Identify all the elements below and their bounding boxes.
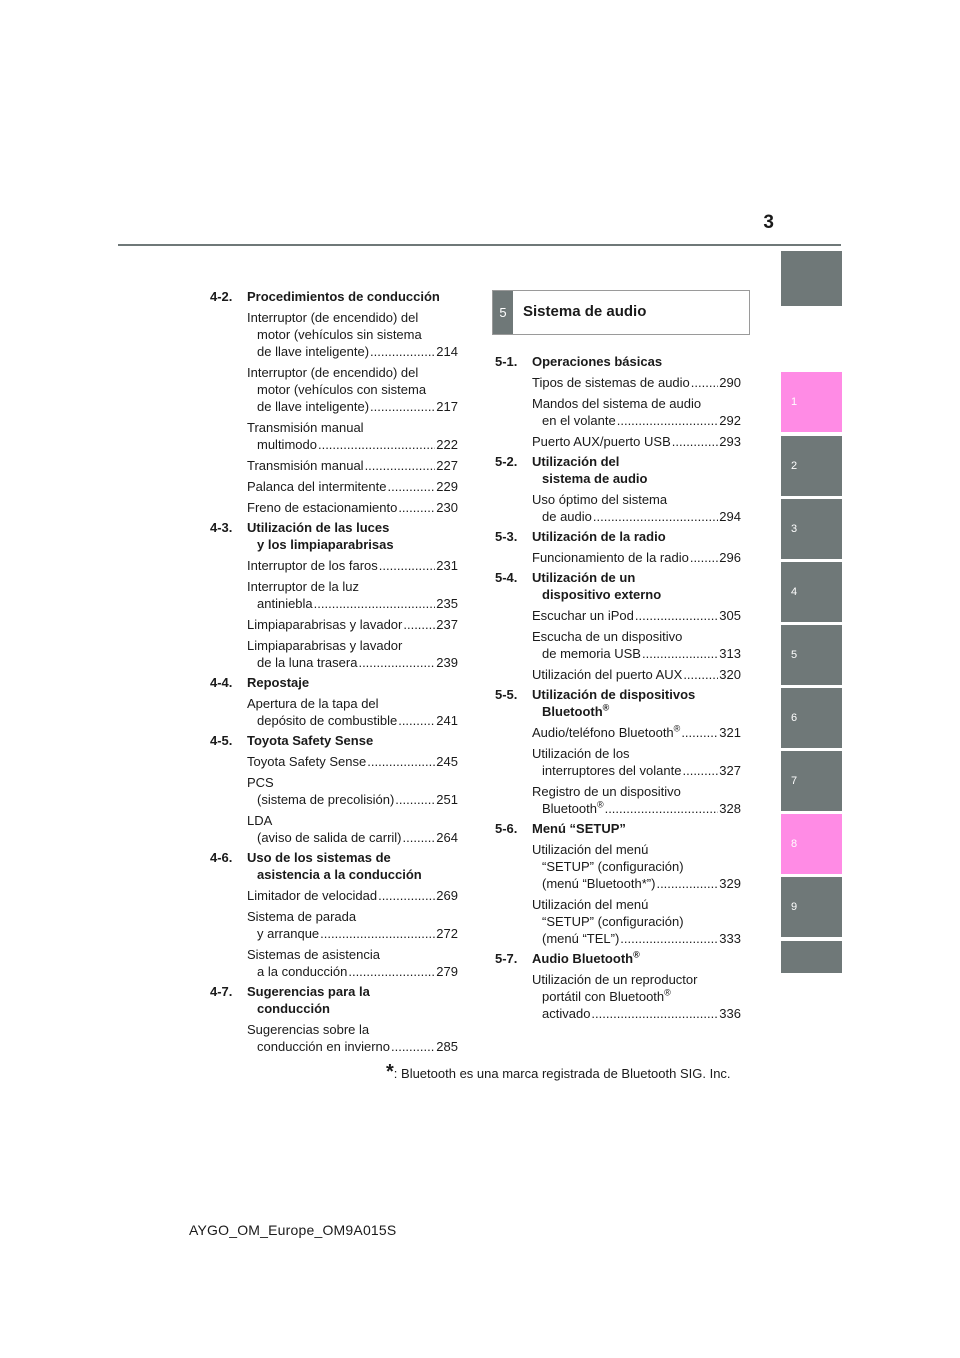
chapter-tab-label: 4 <box>791 586 798 598</box>
toc-section <box>495 569 741 683</box>
toc-entry-text: de llave inteligente) <box>257 399 370 414</box>
page-ref: 320 <box>719 667 741 682</box>
page-ref: 279 <box>436 964 458 979</box>
toc-entry-text: (menú “TEL”) <box>542 931 620 946</box>
toc-entry-line: PCS <box>247 775 274 790</box>
toc-entry-line <box>247 791 458 808</box>
toc-entry[interactable] <box>247 774 458 808</box>
toc-entry-text: (aviso de salida de carril) <box>257 830 402 845</box>
section-title-line: asistencia a la conducción <box>257 867 422 882</box>
toc-entry[interactable] <box>247 1021 458 1055</box>
chapter-tab-label: 2 <box>791 460 798 472</box>
toc-entry[interactable] <box>532 896 741 947</box>
toc-entry[interactable] <box>247 364 458 415</box>
page-ref: 296 <box>719 550 741 565</box>
toc-left-column <box>210 288 458 1058</box>
toc-entry-line: Utilización de un reproductor <box>532 972 698 987</box>
toc-entry-line <box>247 616 458 633</box>
toc-entry-line <box>247 436 458 453</box>
toc-entry-text: interruptores del volante <box>542 763 682 778</box>
toc-entry[interactable] <box>532 374 741 391</box>
section-title <box>247 849 458 883</box>
toc-entry-line <box>247 712 458 729</box>
toc-entry-text: (menú “Bluetooth*”) <box>542 876 656 891</box>
toc-entry-line: Interruptor de la luz <box>247 579 360 594</box>
chapter-number: 5 <box>493 291 513 334</box>
toc-entry-text: (sistema de precolisión) <box>257 792 395 807</box>
dot-leader <box>605 800 719 817</box>
toc-entry-line <box>532 607 741 624</box>
dot-leader <box>367 753 435 770</box>
section-title <box>247 732 458 749</box>
toc-entry-line: Interruptor (de encendido) del <box>247 310 419 325</box>
page-ref: 329 <box>719 876 741 891</box>
chapter-title: Sistema de audio <box>523 303 647 320</box>
toc-entry-line: Mandos del sistema de audio <box>532 396 702 411</box>
toc-entry[interactable] <box>532 783 741 817</box>
section-title <box>532 820 741 837</box>
toc-entry-line <box>532 666 741 683</box>
chapter-tab-1[interactable] <box>781 372 842 432</box>
toc-entry-line <box>247 398 458 415</box>
dot-leader <box>379 557 436 574</box>
page-ref: 245 <box>436 754 458 769</box>
toc-entry[interactable] <box>247 695 458 729</box>
toc-entry-text: multimodo <box>257 437 317 452</box>
toc-entry-text: depósito de combustible <box>257 713 398 728</box>
section-title-line: Utilización de dispositivos <box>532 687 696 702</box>
dot-leader <box>398 712 435 729</box>
dot-leader <box>370 398 435 415</box>
section-number: 4-3. <box>210 520 233 535</box>
section-title-line: Sugerencias para la <box>247 984 370 999</box>
chapter-tab[interactable] <box>781 251 842 306</box>
dot-leader <box>348 963 435 980</box>
dot-leader <box>683 666 718 683</box>
toc-entry[interactable] <box>247 478 458 495</box>
page-ref: 237 <box>436 617 458 632</box>
section-title-line: dispositivo externo <box>542 587 662 602</box>
section-title-line: Repostaje <box>247 675 310 690</box>
toc-section <box>495 950 741 1022</box>
toc-entry-line <box>247 478 458 495</box>
dot-leader <box>314 595 436 612</box>
toc-entry-line: Escucha de un dispositivo <box>532 629 683 644</box>
page-ref: 231 <box>436 558 458 573</box>
toc-entry-text: Puerto AUX/puerto USB <box>532 434 671 449</box>
chapter-tab-label: 7 <box>791 775 798 787</box>
section-number: 5-7. <box>495 951 518 966</box>
chapter-tab-7[interactable] <box>781 751 842 811</box>
section-title-line: Audio Bluetooth® <box>532 949 640 966</box>
toc-entry-line <box>247 595 458 612</box>
section-title <box>247 519 458 553</box>
toc-entry-line <box>247 829 458 846</box>
page-ref: 305 <box>719 608 741 623</box>
toc-section <box>495 528 741 566</box>
toc-entry-line: Limpiaparabrisas y lavador <box>247 638 403 653</box>
toc-entry-line <box>247 1038 458 1055</box>
section-title <box>247 674 458 691</box>
toc-entry-text: Limpiaparabrisas y lavador <box>247 617 403 632</box>
section-title-line: Utilización del <box>532 454 620 469</box>
toc-entry[interactable] <box>532 607 741 624</box>
footnote-text: : Bluetooth es una marca registrada de Bluetooth SIG. Inc. <box>393 1066 731 1081</box>
page-ref: 239 <box>436 655 458 670</box>
toc-entry[interactable] <box>247 812 458 846</box>
section-title-line: conducción <box>257 1001 330 1016</box>
toc-section <box>495 353 741 450</box>
section-title-line: Bluetooth® <box>542 702 610 719</box>
chapter-tab[interactable] <box>781 941 842 973</box>
toc-section <box>210 288 458 516</box>
page-ref: 264 <box>436 830 458 845</box>
toc-entry[interactable] <box>532 628 741 662</box>
toc-entry-text: conducción en invierno <box>257 1039 390 1054</box>
toc-entry-text: a la conducción <box>257 964 348 979</box>
section-number: 5-5. <box>495 687 518 702</box>
toc-entry[interactable] <box>247 557 458 574</box>
dot-leader <box>656 875 718 892</box>
dot-leader <box>635 607 718 624</box>
dot-leader <box>320 925 435 942</box>
page-ref: 328 <box>719 801 741 816</box>
page-ref: 333 <box>719 931 741 946</box>
section-title <box>532 528 741 545</box>
toc-entry-line <box>532 549 741 566</box>
chapter-header <box>492 290 750 335</box>
section-title <box>532 950 741 967</box>
toc-entry[interactable] <box>532 666 741 683</box>
toc-entry-text: Limitador de velocidad <box>247 888 378 903</box>
page-ref: 241 <box>436 713 458 728</box>
dot-leader <box>403 616 435 633</box>
section-number: 5-3. <box>495 529 518 544</box>
toc-entry[interactable] <box>247 578 458 612</box>
chapter-tab-9[interactable] <box>781 877 842 937</box>
page-ref: 321 <box>719 725 741 740</box>
toc-entry-text: activado <box>542 1006 591 1021</box>
page-ref: 272 <box>436 926 458 941</box>
chapter-tab-label: 3 <box>791 523 798 535</box>
toc-entry-line: Sistema de parada <box>247 909 357 924</box>
page-ref: 229 <box>436 479 458 494</box>
toc-entry-text: Bluetooth® <box>542 799 604 816</box>
section-title <box>532 569 741 603</box>
chapter-tab-label: 9 <box>791 901 798 913</box>
toc-entry-line <box>247 499 458 516</box>
section-title-line: sistema de audio <box>542 471 648 486</box>
page-ref: 235 <box>436 596 458 611</box>
toc-section <box>210 519 458 671</box>
toc-entry[interactable] <box>532 971 741 1022</box>
toc-entry[interactable] <box>247 499 458 516</box>
toc-entry[interactable] <box>247 419 458 453</box>
section-title-line: Operaciones básicas <box>532 354 663 369</box>
toc-entry[interactable] <box>247 309 458 360</box>
toc-entry-line <box>532 762 741 779</box>
section-title <box>247 288 458 305</box>
toc-entry-text: en el volante <box>542 413 616 428</box>
section-title-line: Uso de los sistemas de <box>247 850 391 865</box>
section-title <box>532 453 741 487</box>
toc-entry-line: motor (vehículos con sistema <box>257 382 427 397</box>
dot-leader <box>378 887 435 904</box>
dot-leader <box>681 724 718 741</box>
dot-leader <box>672 433 719 450</box>
dot-leader <box>391 1038 435 1055</box>
section-number: 4-7. <box>210 984 233 999</box>
toc-entry-line <box>532 930 741 947</box>
page-ref: 313 <box>719 646 741 661</box>
section-title-line: y los limpiaparabrisas <box>257 537 394 552</box>
toc-section <box>210 849 458 980</box>
toc-entry-text: de memoria USB <box>542 646 641 661</box>
page-ref: 214 <box>436 344 458 359</box>
toc-entry-line: “SETUP” (configuración) <box>542 914 684 929</box>
page-ref: 290 <box>719 375 741 390</box>
dot-leader <box>358 654 435 671</box>
toc-entry-text: antiniebla <box>257 596 313 611</box>
footnote-mark: * <box>386 1061 394 1083</box>
toc-entry[interactable] <box>247 457 458 474</box>
chapter-tab-5[interactable] <box>781 625 842 685</box>
section-number: 4-6. <box>210 850 233 865</box>
chapter-tab-6[interactable] <box>781 688 842 748</box>
section-title <box>247 983 458 1017</box>
toc-entry-line: “SETUP” (configuración) <box>542 859 684 874</box>
toc-entry-text: Escuchar un iPod <box>532 608 634 623</box>
toc-section <box>210 732 458 846</box>
toc-entry-text: de llave inteligente) <box>257 344 370 359</box>
toc-entry-line <box>532 800 741 817</box>
toc-entry[interactable] <box>532 745 741 779</box>
section-number: 5-1. <box>495 354 518 369</box>
toc-entry-text: Interruptor de los faros <box>247 558 378 573</box>
toc-entry[interactable] <box>532 549 741 566</box>
dot-leader <box>642 645 718 662</box>
toc-entry-line <box>247 457 458 474</box>
page-ref: 251 <box>436 792 458 807</box>
toc-entry-line <box>532 412 741 429</box>
toc-entry-line <box>247 963 458 980</box>
toc-entry-line: Utilización del menú <box>532 897 649 912</box>
page-ref: 294 <box>719 509 741 524</box>
dot-leader <box>690 549 718 566</box>
section-number: 4-2. <box>210 289 233 304</box>
chapter-tab-label: 8 <box>791 838 798 850</box>
section-number: 5-4. <box>495 570 518 585</box>
dot-leader <box>398 499 435 516</box>
section-number: 4-4. <box>210 675 233 690</box>
chapter-tab-label: 5 <box>791 649 798 661</box>
toc-entry-line: Utilización del menú <box>532 842 649 857</box>
dot-leader <box>620 930 718 947</box>
toc-entry-text: de audio <box>542 509 592 524</box>
toc-entry-line: Interruptor (de encendido) del <box>247 365 419 380</box>
toc-entry-line <box>532 374 741 391</box>
toc-entry-line: Sugerencias sobre la <box>247 1022 370 1037</box>
toc-entry-line <box>247 925 458 942</box>
toc-entry-line <box>247 753 458 770</box>
section-title <box>532 353 741 370</box>
toc-section <box>210 983 458 1055</box>
dot-leader <box>318 436 435 453</box>
toc-entry[interactable] <box>532 491 741 525</box>
toc-right-column <box>495 353 741 1025</box>
section-title-line: Utilización de las luces <box>247 520 390 535</box>
page-ref: 336 <box>719 1006 741 1021</box>
chapter-tab-3[interactable] <box>781 499 842 559</box>
section-number: 5-2. <box>495 454 518 469</box>
toc-entry[interactable] <box>247 908 458 942</box>
section-number: 5-6. <box>495 821 518 836</box>
page-ref: 222 <box>436 437 458 452</box>
section-title <box>532 686 741 720</box>
page-ref: 269 <box>436 888 458 903</box>
toc-entry[interactable] <box>247 946 458 980</box>
dot-leader <box>691 374 719 391</box>
chapter-tab-label: 6 <box>791 712 798 724</box>
toc-entry-line <box>532 724 741 741</box>
toc-entry-line: Sistemas de asistencia <box>247 947 380 962</box>
toc-entry[interactable] <box>532 433 741 450</box>
toc-entry-line: motor (vehículos sin sistema <box>257 327 422 342</box>
dot-leader <box>370 343 435 360</box>
toc-entry-line: Apertura de la tapa del <box>247 696 379 711</box>
page-ref: 292 <box>719 413 741 428</box>
toc-entry-text: de la luna trasera <box>257 655 358 670</box>
toc-entry[interactable] <box>247 637 458 671</box>
chapter-tab-8[interactable] <box>781 814 842 874</box>
toc-entry-text: Audio/teléfono Bluetooth® <box>532 723 681 740</box>
page-ref: 327 <box>719 763 741 778</box>
toc-entry-line: Transmisión manual <box>247 420 364 435</box>
toc-entry-line <box>247 887 458 904</box>
toc-entry-line <box>247 557 458 574</box>
toc-entry[interactable] <box>247 753 458 770</box>
toc-entry[interactable] <box>532 724 741 741</box>
toc-entry-text: Funcionamiento de la radio <box>532 550 689 565</box>
toc-entry-line: Registro de un dispositivo <box>532 784 681 799</box>
page-ref: 285 <box>436 1039 458 1054</box>
toc-entry-line: Uso óptimo del sistema <box>532 492 668 507</box>
toc-entry-line <box>532 875 741 892</box>
header-rule <box>118 244 841 246</box>
page-number: 3 <box>763 212 774 233</box>
toc-entry-line: LDA <box>247 813 273 828</box>
toc-entry-text: Toyota Safety Sense <box>247 754 367 769</box>
section-title-line: Menú “SETUP” <box>532 821 626 836</box>
toc-entry[interactable] <box>532 841 741 892</box>
toc-entry-text: Tipos de sistemas de audio <box>532 375 690 390</box>
dot-leader <box>365 457 436 474</box>
toc-section <box>210 674 458 729</box>
page-ref: 293 <box>719 434 741 449</box>
toc-entry[interactable] <box>247 887 458 904</box>
toc-entry-line <box>532 645 741 662</box>
toc-entry-text: Utilización del puerto AUX <box>532 667 683 682</box>
toc-section <box>495 820 741 947</box>
toc-section <box>495 453 741 525</box>
toc-entry-text: Transmisión manual <box>247 458 364 473</box>
toc-entry-text: Palanca del intermitente <box>247 479 387 494</box>
section-title-line: Utilización de la radio <box>532 529 666 544</box>
toc-entry-line <box>532 1005 741 1022</box>
toc-entry-line <box>247 654 458 671</box>
toc-entry-line: portátil con Bluetooth® <box>542 987 671 1004</box>
chapter-tab-label: 1 <box>791 396 798 408</box>
dot-leader <box>617 412 719 429</box>
toc-entry-line <box>247 343 458 360</box>
dot-leader <box>387 478 435 495</box>
toc-entry-text: Freno de estacionamiento <box>247 500 398 515</box>
section-number: 4-5. <box>210 733 233 748</box>
page-ref: 227 <box>436 458 458 473</box>
toc-entry-line: Utilización de los <box>532 746 630 761</box>
section-title-line: Utilización de un <box>532 570 636 585</box>
toc-entry[interactable] <box>532 395 741 429</box>
chapter-tab-4[interactable] <box>781 562 842 622</box>
page-ref: 230 <box>436 500 458 515</box>
page-ref: 217 <box>436 399 458 414</box>
section-title-line: Toyota Safety Sense <box>247 733 374 748</box>
document-id: AYGO_OM_Europe_OM9A015S <box>189 1222 397 1238</box>
toc-entry-line <box>532 433 741 450</box>
section-title-line: Procedimientos de conducción <box>247 289 440 304</box>
dot-leader <box>395 791 435 808</box>
toc-entry-line <box>532 508 741 525</box>
dot-leader <box>403 829 436 846</box>
chapter-tab-2[interactable] <box>781 436 842 496</box>
dot-leader <box>682 762 718 779</box>
dot-leader <box>593 508 718 525</box>
dot-leader <box>591 1005 718 1022</box>
toc-section <box>495 686 741 817</box>
footnote <box>386 1061 731 1084</box>
toc-entry-text: y arranque <box>257 926 320 941</box>
toc-entry[interactable] <box>247 616 458 633</box>
